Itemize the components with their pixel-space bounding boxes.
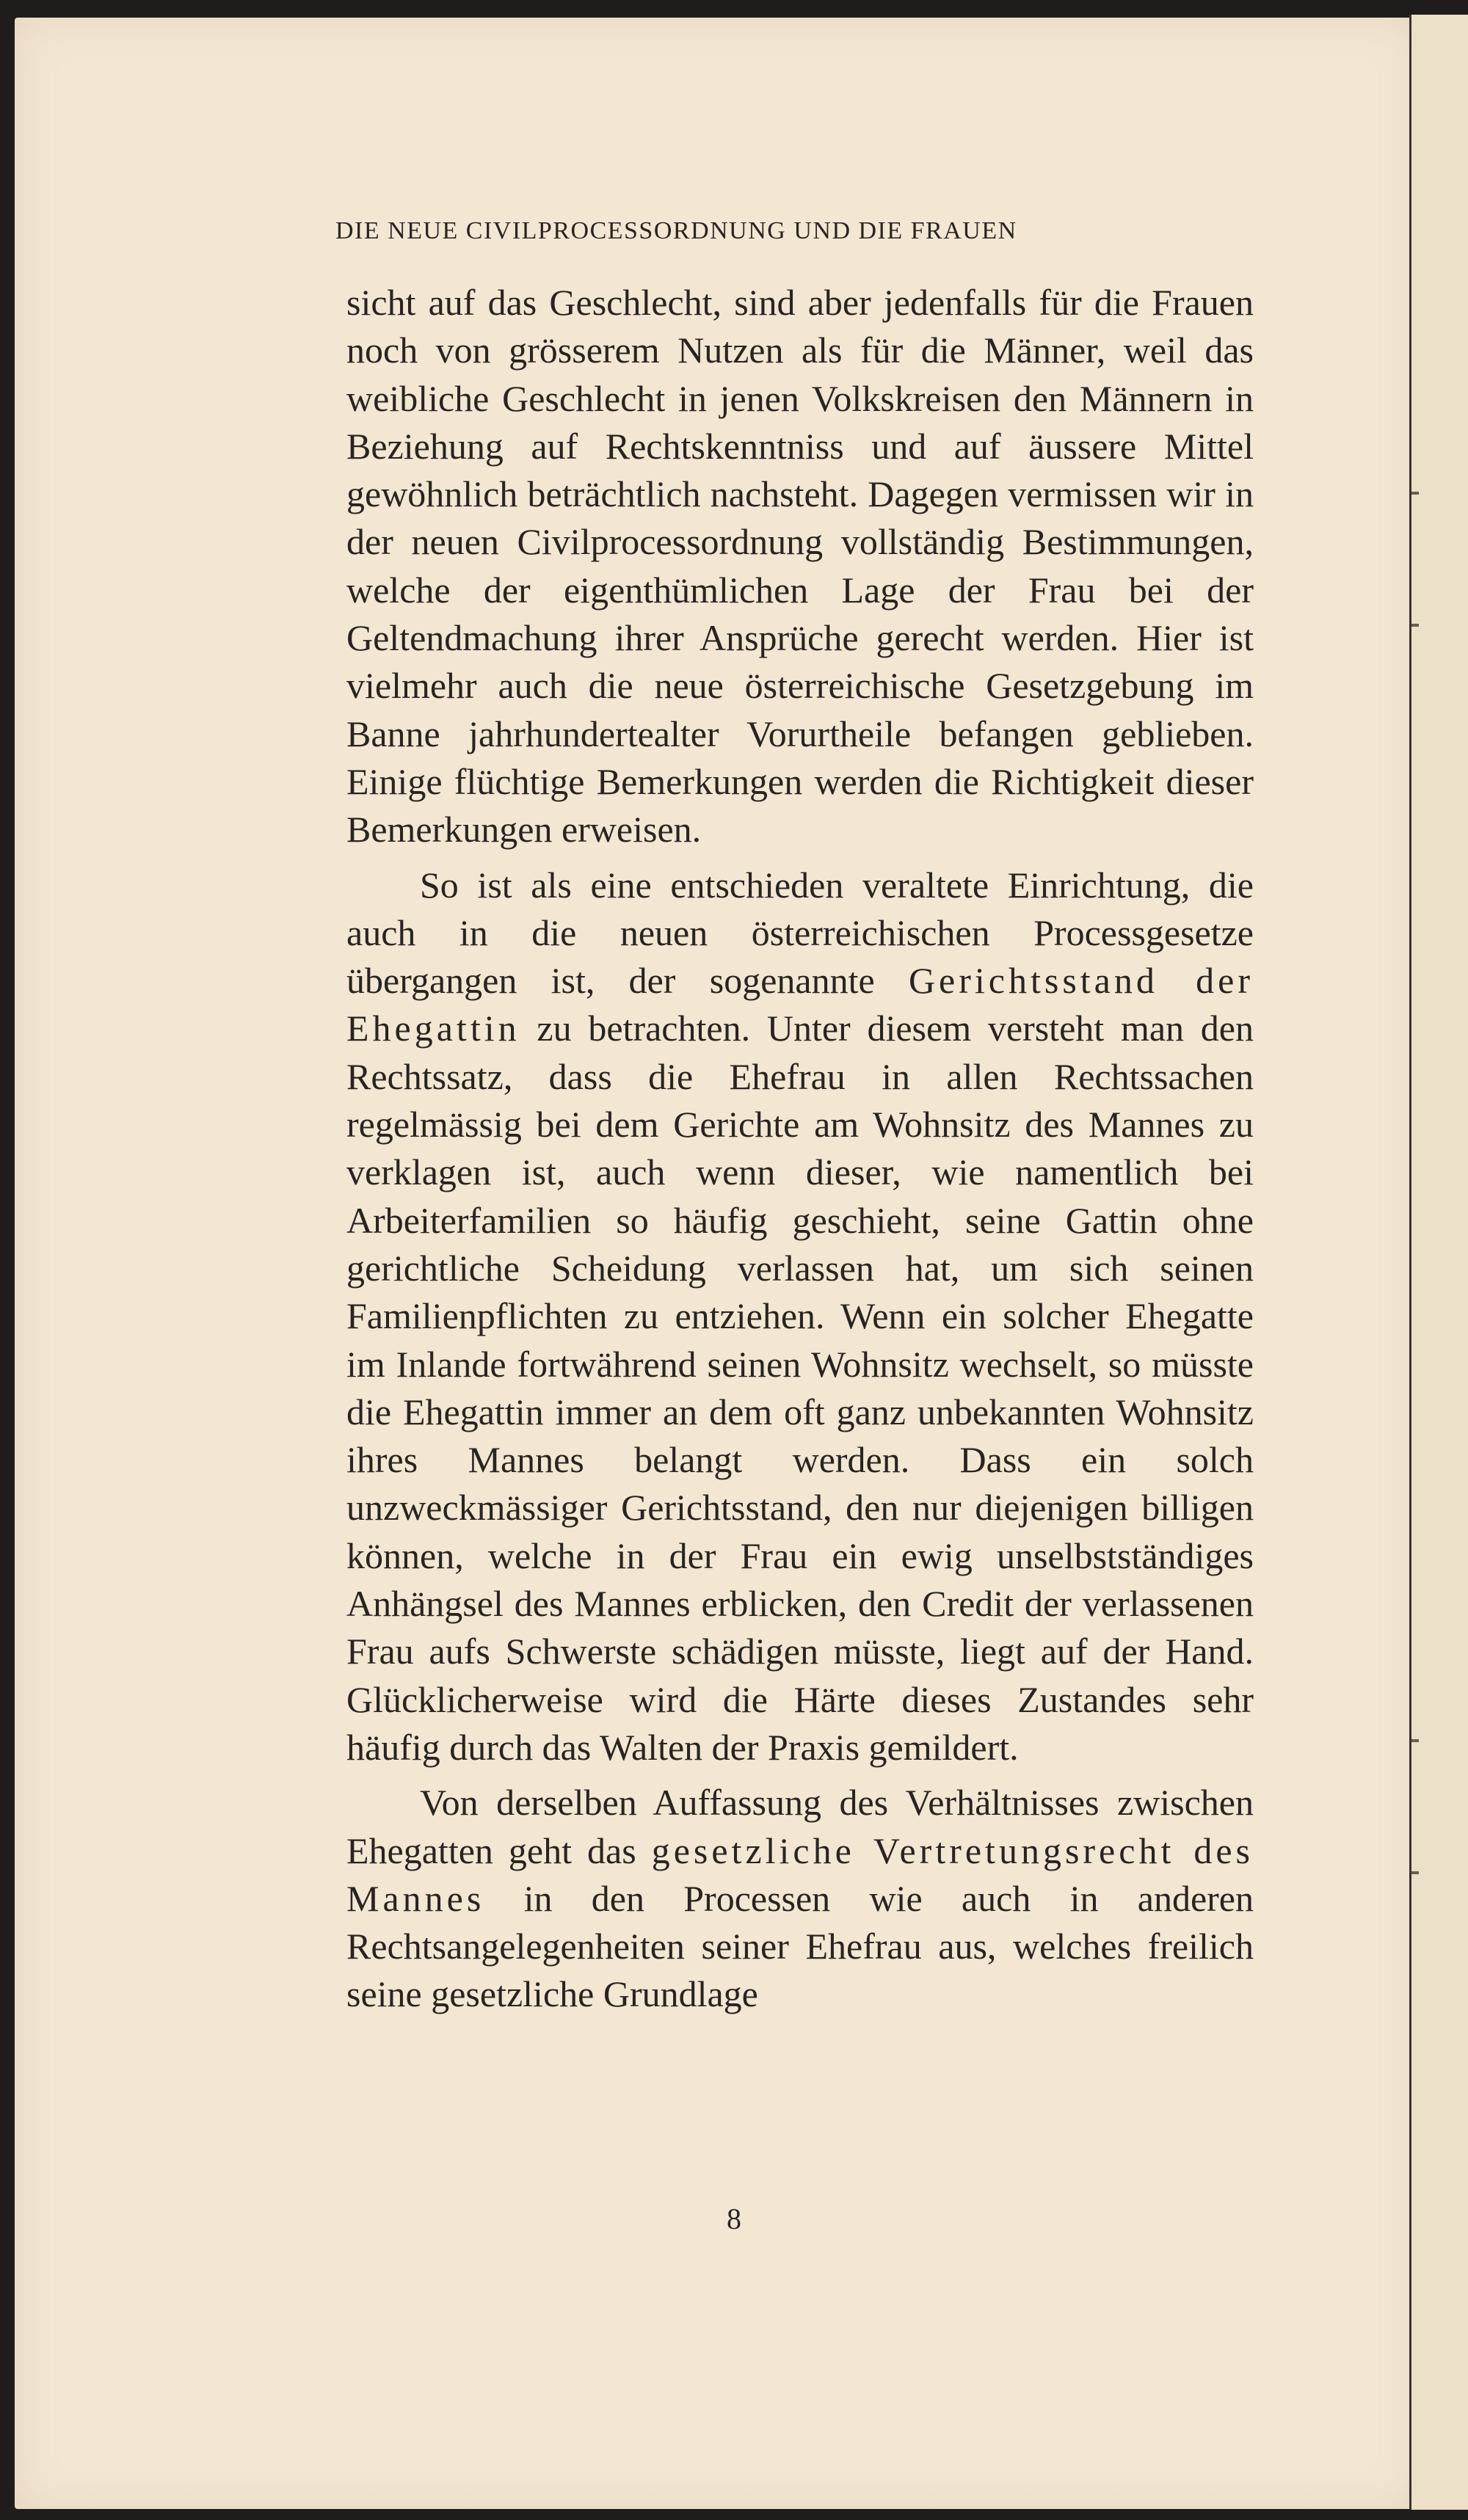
paragraph-1: sicht auf das Geschlecht, sind aber jedenfalls für die Frauen noch von grösserem Nutzen als für die Männer, weil das weibliche Geschlecht in jenen Volkskreisen den Männern in Beziehung auf Rechtskenntniss und auf äussere Mittel gewöhnlich beträchtlich nachsteht. Dagegen vermissen wir in der neuen Civilprocessordnung vollständig Bestimmungen, welche der eigenthümlichen Lage der Frau bei der Geltendmachung ihrer Ansprüche gerecht werden. Hier ist vielmehr auch die neue österreichische Gesetzgebung im Banne jahrhundertealter Vorurtheile befangen geblieben. Einige flüchtige Bemerkungen werden die Richtigkeit dieser Bemerkungen erweisen. [346, 282, 1254, 851]
paragraph-2-part-b: zu betrachten. Unter diesem versteht man den Rechtssatz, dass die Ehefrau in allen Rechtssachen regelmässig bei dem Gerichte am Wohnsitz des Mannes zu verklagen ist, auch wenn dieser, wie namentlich bei Arbeiterfamilien so häufig geschieht, seine Gattin ohne gerichtliche Scheidung verlassen hat, um sich seinen Familienpflichten zu entziehen. Wenn ein solcher Ehegatte im Inlande fortwährend seinen Wohnsitz wechselt, so müsste die Ehegattin immer an dem oft ganz unbekannten Wohnsitz ihres Mannes belangt werden. Dass ein solch unzweckmässiger Gerichtsstand, den nur diejenigen billigen können, welche in der Frau ein ewig unselbstständiges Anhängsel des Mannes erblicken, den Credit der verlassenen Frau aufs Schwerste schädigen müsste, liegt auf der Hand. Glücklicherweise wird die Härte dieses Zustandes sehr häufig durch das Walten der Praxis gemildert. [346, 1008, 1254, 1768]
main-text [346, 279, 1254, 2019]
adjacent-page-edge [1409, 15, 1468, 2510]
paragraph-2 [346, 862, 1254, 1772]
running-header: DIE NEUE CIVILPROCESSORDNUNG UND DIE FRAUEN [335, 217, 1017, 244]
paragraph-3-part-b: in den Processen wie auch in anderen Rechtsangelegenheiten seiner Ehefrau aus, welches freilich seine gesetzliche Grundlage [346, 1877, 1254, 2015]
paragraph-2-part-a: So ist als eine entschieden veraltete Einrichtung, die auch in die neuen österreichischen Processgesetze übergangen ist, der sogenannte [346, 864, 1254, 1002]
emphasized-term-gerichtsstand: Gerichtsstand der Ehegattin [346, 960, 1254, 1049]
emphasized-term-vertretungsrecht: gesetzliche Vertretungsrecht des Mannes [346, 1829, 1254, 1919]
paragraph-3 [346, 1779, 1254, 2018]
page-number: 8 [727, 2202, 741, 2235]
paragraph-3-part-a: Von derselben Auffassung des Verhältnisses zwischen Ehegatten geht das [346, 1782, 1254, 1871]
